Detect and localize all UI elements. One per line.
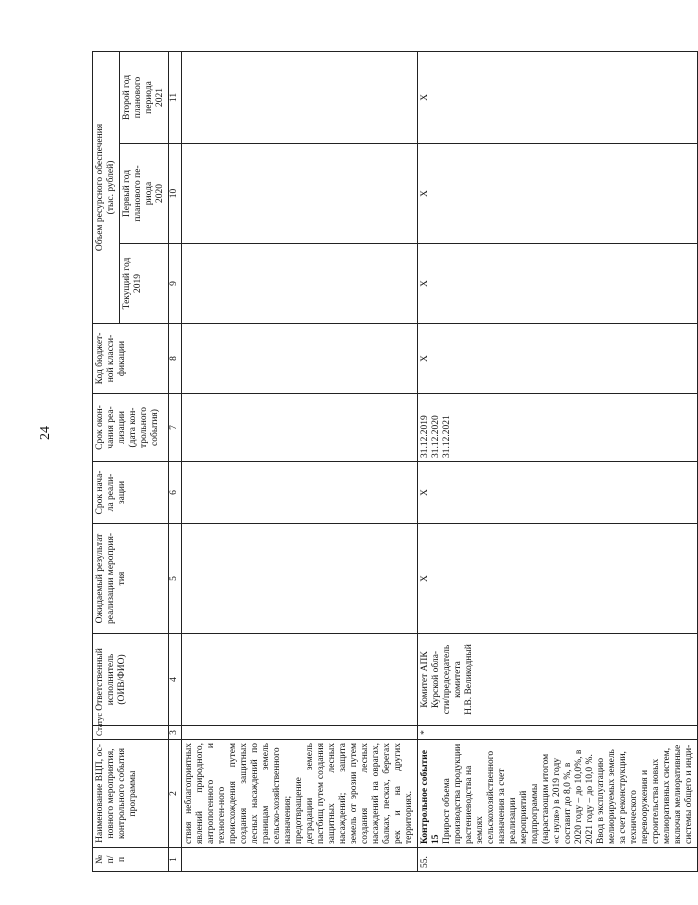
header-first-year: Первый год планового пе- риода 2020 xyxy=(120,144,169,244)
header-budget-code: Код бюджет- ной класси- фикации xyxy=(93,324,169,394)
row-55-status: * xyxy=(418,726,698,740)
header-start: Срок нача- ла реали- зации xyxy=(93,462,169,524)
header-name: Наименование ВЦП, ос- новного мероприятия, контрольного события программы xyxy=(93,740,169,848)
col-number: 6 xyxy=(169,462,182,524)
row-55-name xyxy=(418,740,698,848)
header-end: Срок окон- чания реа- лизации (дата кон- трольного события) xyxy=(93,394,169,462)
col-number: 5 xyxy=(169,524,182,634)
row-55-name-title: Контрольное событие 15 xyxy=(420,750,441,844)
row-55-result: Х xyxy=(418,524,698,634)
row-55-second-year: Х xyxy=(418,51,698,143)
row-cont-num xyxy=(182,848,418,872)
header-status-text: Статус xyxy=(95,712,104,736)
header-responsible: Ответственный исполнитель (ОИВ/ФИО) xyxy=(93,634,169,726)
col-number: 1 xyxy=(169,848,182,872)
row-cont-name: ствия неблагоприятных явлений природного, антропогенного и техноген-ного происхождения путем создания защитных лесных насаждений по границам земель сельско-хозяйственного назначения; предотвращение деградации земель пастбищ путем создания защитных лесных насаждений; защита земель от эрозии путем создания лесных насаждений на оврагах, балках, песках, берегах рек и на других территориях. xyxy=(182,740,418,848)
col-number: 4 xyxy=(169,634,182,726)
header-status xyxy=(93,712,169,740)
col-number: 11 xyxy=(169,51,182,143)
program-table-sheet xyxy=(92,52,694,872)
col-number: 7 xyxy=(169,394,182,462)
row-cont-first-year xyxy=(182,144,418,244)
row-cont-result xyxy=(182,524,418,634)
col-number: 8 xyxy=(169,324,182,394)
header-funding: Объем ресурсного обеспечения (тыс. рублей) xyxy=(93,51,120,323)
col-number: 9 xyxy=(169,244,182,324)
col-number: 10 xyxy=(169,144,182,244)
header-second-year: Второй год планового периода 2021 xyxy=(120,51,169,143)
page-number: 24 xyxy=(38,426,53,440)
row-cont-second-year xyxy=(182,51,418,143)
table-row xyxy=(418,51,698,871)
column-numbers-row xyxy=(169,51,182,871)
table-row xyxy=(182,51,418,871)
program-table xyxy=(92,51,698,872)
row-cont-status xyxy=(182,726,418,740)
header-num: № п/ п xyxy=(93,848,169,872)
row-cont-end xyxy=(182,394,418,462)
row-55-current-year: Х xyxy=(418,244,698,324)
row-cont-responsible xyxy=(182,634,418,726)
col-number: 3 xyxy=(169,726,182,740)
row-55-name-body: Прирост объема производства продукции растениеводства на землях сельскохозяйственного назначения за счет реализации мероприятий подпрограммы (нарастающим итогом «с нуля») в 2019 году составит до 8,0 %, в 2020 году – до 10,0%, в 2021 году – до 10,0 %. Ввод в эксплуатацию мелиорируемых земель за счет реконструкции, технического перевооружения и строительства новых мелиоративных систем, включая мелиоративные системы общего и инди- xyxy=(442,743,694,844)
row-55-end: 31.12.2019 31.12.2020 31.12.2021 xyxy=(418,394,698,462)
row-55-num: 55. xyxy=(418,848,698,872)
row-55-start: Х xyxy=(418,462,698,524)
header-current-year: Текущий год 2019 xyxy=(120,244,169,324)
row-cont-current-year xyxy=(182,244,418,324)
row-cont-budget-code xyxy=(182,324,418,394)
row-cont-start xyxy=(182,462,418,524)
row-55-budget-code: Х xyxy=(418,324,698,394)
row-55-responsible: Комитет АПК Курской обла- сти/председатель комитета Н.В. Великодный xyxy=(418,634,698,726)
header-result: Ожидаемый результат реализации мероприя- тия xyxy=(93,524,169,634)
col-number: 2 xyxy=(169,740,182,848)
row-55-first-year: Х xyxy=(418,144,698,244)
